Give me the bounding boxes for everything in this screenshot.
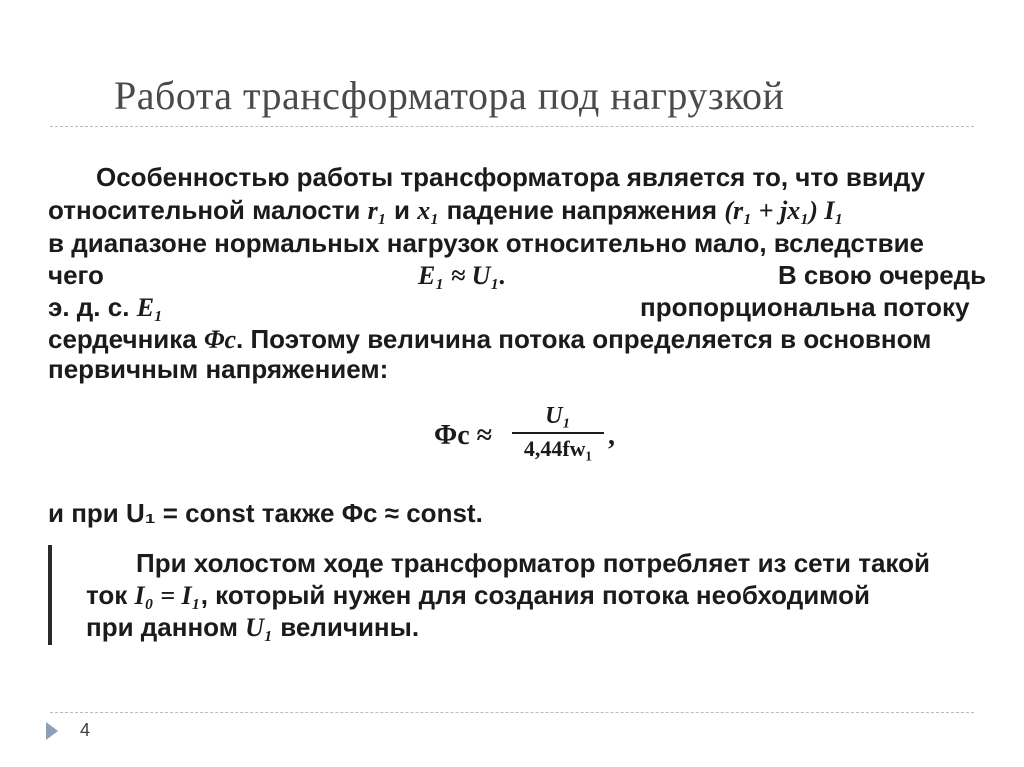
text-line: чего: [48, 260, 104, 290]
title-divider: [50, 126, 974, 127]
text-line: сердечника Φс. Поэтому величина потока определяется в основном: [48, 324, 932, 354]
text-line: ток I₀ = I₁, который нужен для создания потока необходимой: [86, 580, 870, 610]
slide-title: Работа трансформатора под нагрузкой: [114, 73, 785, 118]
text-line: Особенностью работы трансформатора является то, что ввиду: [96, 162, 926, 192]
flux-formula: Φс ≈ U₁ 4,44fw₁ ,: [434, 403, 615, 461]
math-inline: E₁ ≈ U₁.: [418, 261, 507, 290]
slide-bullet-arrow-icon: [46, 722, 58, 740]
text-line: относительной малости r₁ и x₁ падение напряжения (r₁ + jx₁) I₁: [48, 195, 844, 225]
text-line: пропорциональна потоку: [640, 292, 970, 322]
text-line: при данном U₁ величины.: [86, 612, 420, 642]
margin-bar: [48, 545, 52, 645]
text-line: В свою очередь: [778, 260, 986, 290]
text-line: При холостом ходе трансформатор потребляет из сети такой: [136, 548, 930, 578]
text-line: и при U₁ = const также Φс ≈ const.: [48, 498, 483, 528]
text-line: в диапазоне нормальных нагрузок относительно мало, вследствие: [48, 228, 925, 258]
text-line: первичным напряжением:: [48, 354, 389, 384]
scanned-text-image: [48, 150, 992, 660]
slide-number: 4: [80, 720, 91, 740]
text-line: э. д. с. E₁: [48, 292, 164, 322]
footer-divider: [50, 712, 974, 713]
